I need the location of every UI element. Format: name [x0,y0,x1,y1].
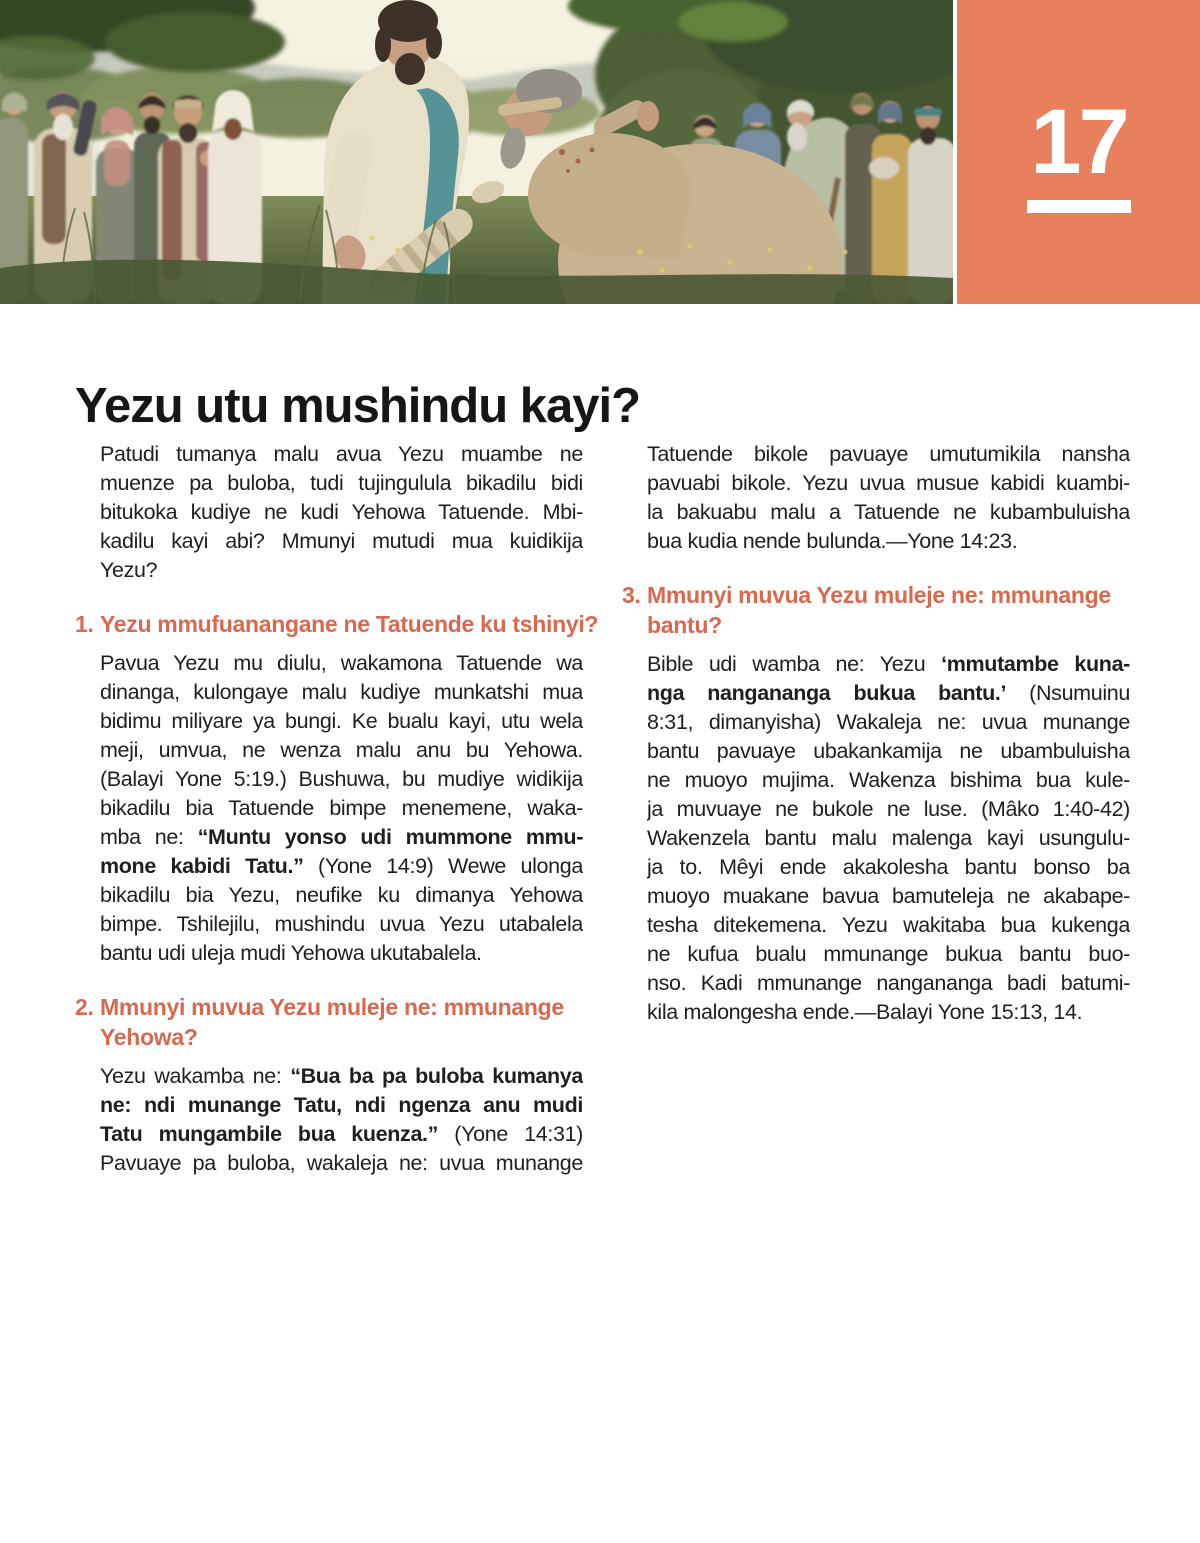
text: bikadilu bia Tatuende bimpe menemene, waka- [100,796,583,820]
text-line [100,736,583,765]
text-line [647,679,1130,708]
text: ja muvuaye ne bukole ne luse. (Mâko 1:40-42) [647,797,1130,821]
text: la bakuabu malu a Tatuende ne kubambuluisha [647,500,1130,524]
text-line [100,469,583,498]
text: Tatuende bikole pavuaye umutumikila nansha [647,442,1130,466]
text-line [100,765,583,794]
text-line [647,527,1130,556]
chapter-underline [1027,200,1131,213]
paragraph [647,650,1130,1027]
bold-text: mone kabidi Tatu.” [100,854,304,878]
text-line [647,440,1130,469]
text-line [647,853,1130,882]
bold-text: Tatu mungambile bua kuenza.” [100,1122,439,1146]
bold-text: “Muntu yonso udi mummone mmu- [197,825,583,849]
text: Wakenzela bantu malu malenga kayi usungulu- [647,826,1130,850]
text-line [647,737,1130,766]
text-line [647,824,1130,853]
text-line [647,911,1130,940]
bold-text: “Bua ba pa buloba kumanya [290,1064,583,1088]
text-line [100,910,583,939]
text-line [100,1149,583,1178]
text: Pavua Yezu mu diulu, wakamona Tatuende wa [100,651,583,675]
text-line [100,881,583,910]
text-line [647,998,1130,1027]
heading-line: Yezu mmufuanangane ne Tatuende ku tshinyi? [100,611,599,637]
text: Pavuaye pa buloba, wakaleja ne: uvua munange [100,1151,583,1175]
text-line [100,1062,583,1091]
text: bua kudia nende bulunda.—Yone 14:23. [647,529,1018,553]
hero-photo-art [0,0,953,304]
text: kila malongesha ende.—Balayi Yone 15:13, 14. [647,1000,1083,1024]
heading-line: bantu? [647,612,722,638]
text-line [647,708,1130,737]
text-line [100,794,583,823]
text: muenze pa buloba, tudi tujingulula bikadilu bidi [100,471,583,495]
text-line [647,650,1130,679]
text-line [100,649,583,678]
text-line [647,940,1130,969]
column-left [75,440,599,1178]
text: Patudi tumanya malu avua Yezu muambe ne [100,442,583,466]
section-heading [75,609,599,639]
text-line [100,678,583,707]
text-line [100,939,583,968]
text: Bible udi wamba ne: Yezu [647,652,942,676]
paragraph [100,649,583,968]
text-line [647,795,1130,824]
text-line [647,882,1130,911]
section-number: 1. [75,611,94,637]
text: dinanga, kulongaye malu kudiye munkatshi mua [100,680,583,704]
section-heading-text [100,609,598,639]
column-right [622,440,1130,1027]
text: bikadilu bia Yezu, neufike ku dimanya Yehowa [100,883,583,907]
text: bimpe. Tshilejilu, mushindu uvua Yezu utabalela [100,912,583,936]
text: 8:31, dimanyisha) Wakaleja ne: uvua munange [647,710,1130,734]
text: (Nsumuinu [1006,681,1130,705]
text: muoyo muakane bavua bamuteleja ne akabape- [647,884,1130,908]
text: (Balayi Yone 5:19.) Bushuwa, bu mudiye widikija [100,767,583,791]
text: ne kufua bualu mmunange bukua bantu buo- [647,942,1130,966]
text: kadilu kayi abi? Mmunyi mutudi mua kuidikija [100,529,583,553]
chapter-number-block [957,0,1200,304]
bold-text: ‘mmutambe kuna- [941,652,1130,676]
bold-text: nga nangananga bukua bantu.’ [647,681,1007,705]
paragraph [647,440,1130,556]
paragraph [100,440,583,585]
heading-line: Mmunyi muvua Yezu muleje ne: mmunange [100,994,564,1020]
text: bantu pavuaye ubakankamija ne ubambuluisha [647,739,1130,763]
page-title: Yezu utu mushindu kayi? [75,378,641,433]
paragraph [100,1062,583,1178]
text: bantu udi uleja mudi Yehowa ukutabalela. [100,941,482,965]
hero-photo [0,0,953,304]
text: tesha ditekemena. Yezu wakitaba bua kukenga [647,913,1130,937]
text: ja to. Mêyi ende akakolesha bantu bonso ba [647,855,1130,879]
heading-line: Yehowa? [100,1024,198,1050]
section-number: 3. [622,582,641,608]
text: bidimu miliyare ya bungi. Ke bualu kayi, utu wela [100,709,583,733]
text: ne muoyo mujima. Wakenza bishima bua kule- [647,768,1130,792]
chapter-number: 17 [1030,91,1127,193]
text: bitukoka kudiye ne kudi Yehowa Tatuende. Mbi- [100,500,583,524]
text-line [647,766,1130,795]
text-line [100,852,583,881]
text-line [100,1120,583,1149]
text: nso. Kadi mmunange nangananga badi batumi- [647,971,1130,995]
text-line [647,469,1130,498]
section-heading [75,992,583,1052]
text-line [100,440,583,469]
section-heading [622,580,1130,640]
text: (Yone 14:9) Wewe ulonga [303,854,583,878]
section-number: 2. [75,994,94,1020]
text-line [647,498,1130,527]
text: (Yone 14:31) [438,1122,583,1146]
text-line [100,527,583,556]
text: Yezu? [100,558,158,582]
text-line [100,707,583,736]
text-line [100,1091,583,1120]
text: Yezu wakamba ne: [100,1064,291,1088]
text-line [100,556,583,585]
heading-line: Mmunyi muvua Yezu muleje ne: mmunange [647,582,1111,608]
text: mba ne: [100,825,198,849]
text-line [100,823,583,852]
text: pavuabi bikole. Yezu uvua musue kabidi kuambi- [647,471,1130,495]
bold-text: ne: ndi munange Tatu, ndi ngenza anu mudi [100,1093,583,1117]
section-heading-text [100,992,564,1052]
section-heading-text [647,580,1111,640]
text: meji, umvua, ne wenza malu anu bu Yehowa. [100,738,583,762]
text-line [647,969,1130,998]
text-line [100,498,583,527]
